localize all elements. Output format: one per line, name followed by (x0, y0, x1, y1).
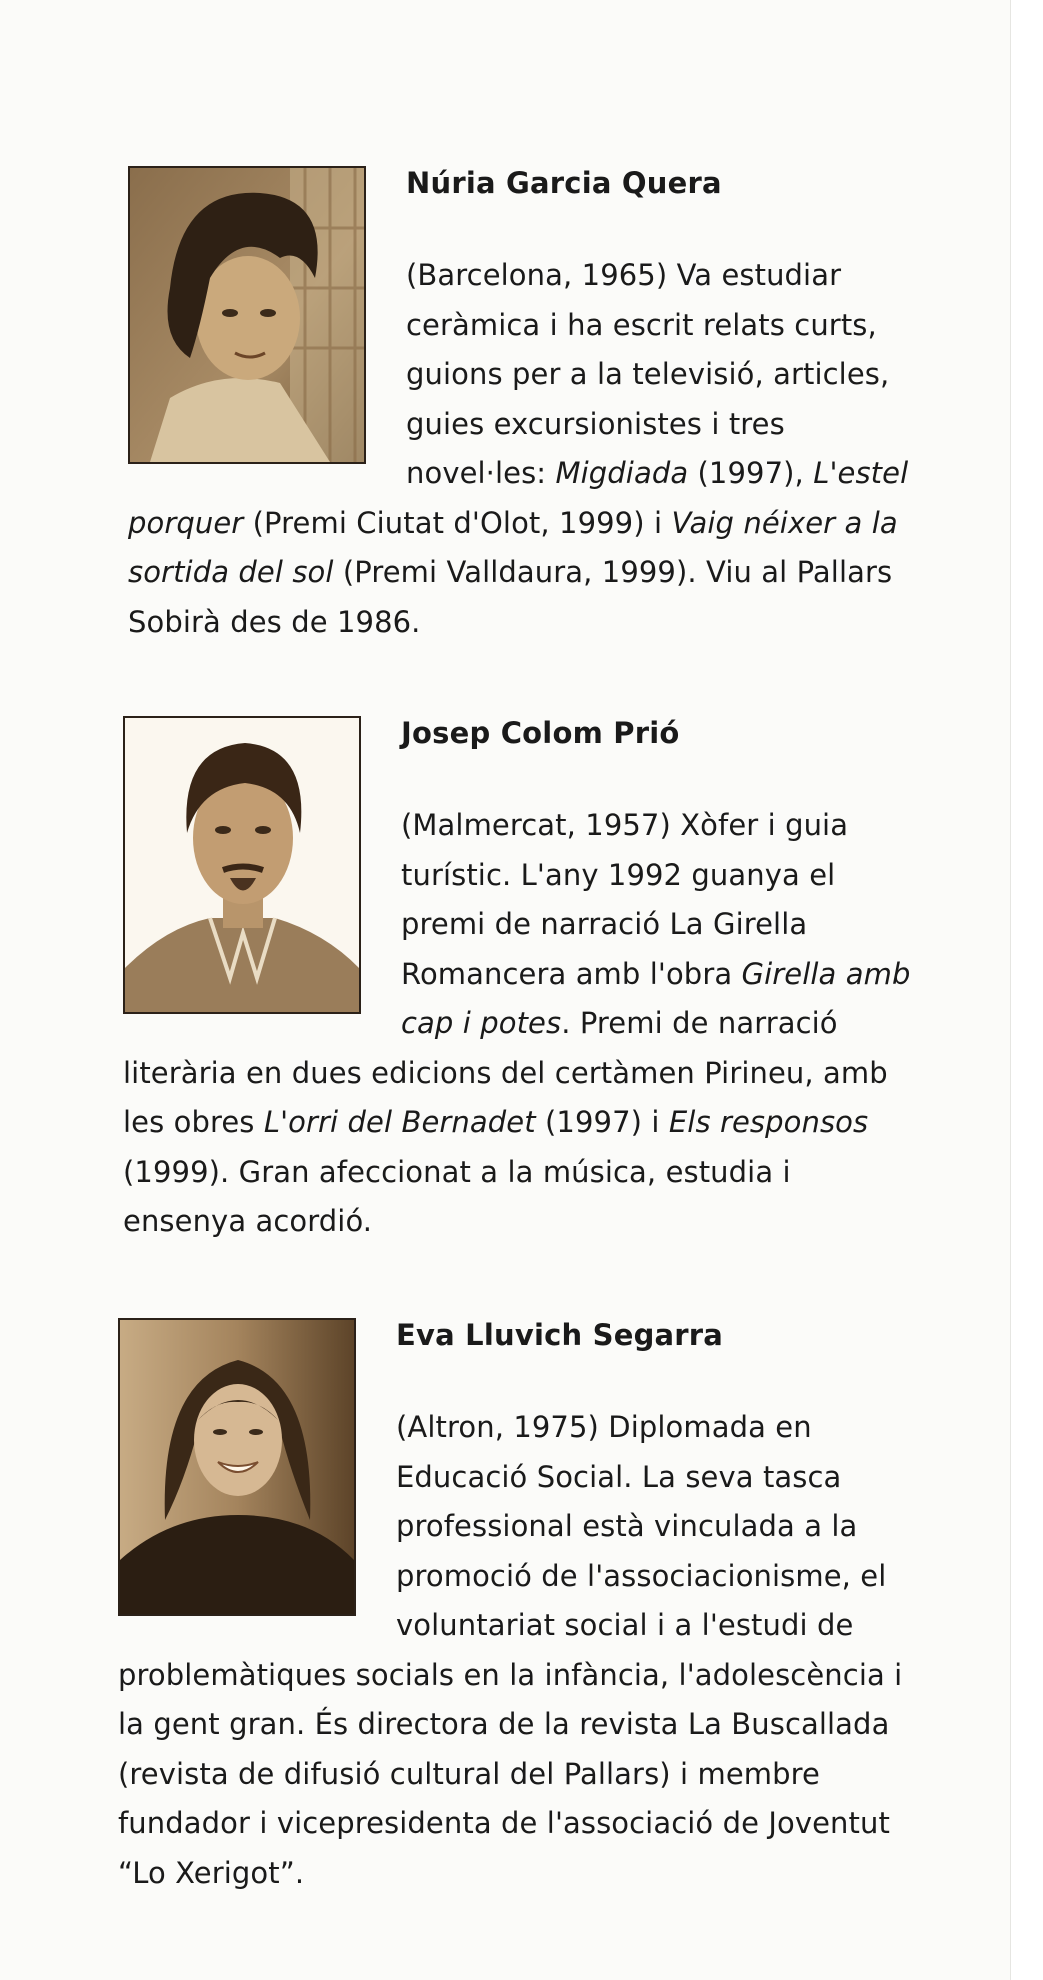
bio-text-segment: (Premi Valldaura, 1999). Viu al Pallars Sobirà des de 1986. (128, 555, 893, 639)
author-photo (128, 166, 366, 464)
author-name: Eva Lluvich Segarra (396, 1318, 724, 1352)
work-title: L'estel porquer (128, 456, 909, 540)
bio-text-segment: (1997) i (535, 1105, 669, 1139)
work-title: Vaig néixer a la sortida del sol (128, 505, 898, 589)
work-title: Girella amb cap i potes (401, 956, 911, 1040)
work-title: Els responsos (668, 1105, 869, 1139)
author-name: Josep Colom Prió (401, 716, 680, 750)
work-title: L'orri del Bernadet (263, 1105, 536, 1139)
bio-text-segment: . Premi de narració literària en dues edicions del certàmen Pirineu, amb les obres (123, 1006, 888, 1139)
work-title: Migdiada (555, 456, 689, 490)
bio-text-segment: (Barcelona, 1965) Va estudiar ceràmica i ha escrit relats curts, guions per a la televisió, articles, guies excursionistes i tres novel·les: (406, 258, 890, 490)
author-bio (123, 716, 923, 1247)
bio-text-segment: (1997), (688, 456, 814, 490)
author-photo (123, 716, 361, 1014)
author-bio (118, 1318, 918, 1898)
bio-text-segment: (1999). Gran afeccionat a la música, estudia i ensenya acordió. (123, 1154, 791, 1238)
page-edge (1010, 0, 1043, 1980)
bio-text-segment: (Malmercat, 1957) Xòfer i guia turístic. L'any 1992 guanya el premi de narració La Girella Romancera amb l'obra (401, 808, 849, 991)
author-bio (128, 166, 928, 647)
author-photo (118, 1318, 356, 1616)
author-name: Núria Garcia Quera (406, 166, 722, 200)
bio-text-segment: (Altron, 1975) Diplomada en Educació Social. La seva tasca professional està vinculada a la promoció de l'associacionisme, el voluntariat social i a l'estudi de problemàtiques socials en la infància, l'adolescència i la gent gran. És directora de la revista La Buscallada (revista de difusió cultural del Pallars) i membre fundador i vicepresidenta de l'associació de Joventut “Lo Xerigot”. (118, 1410, 903, 1890)
bio-text-segment: (Premi Ciutat d'Olot, 1999) i (243, 505, 672, 540)
